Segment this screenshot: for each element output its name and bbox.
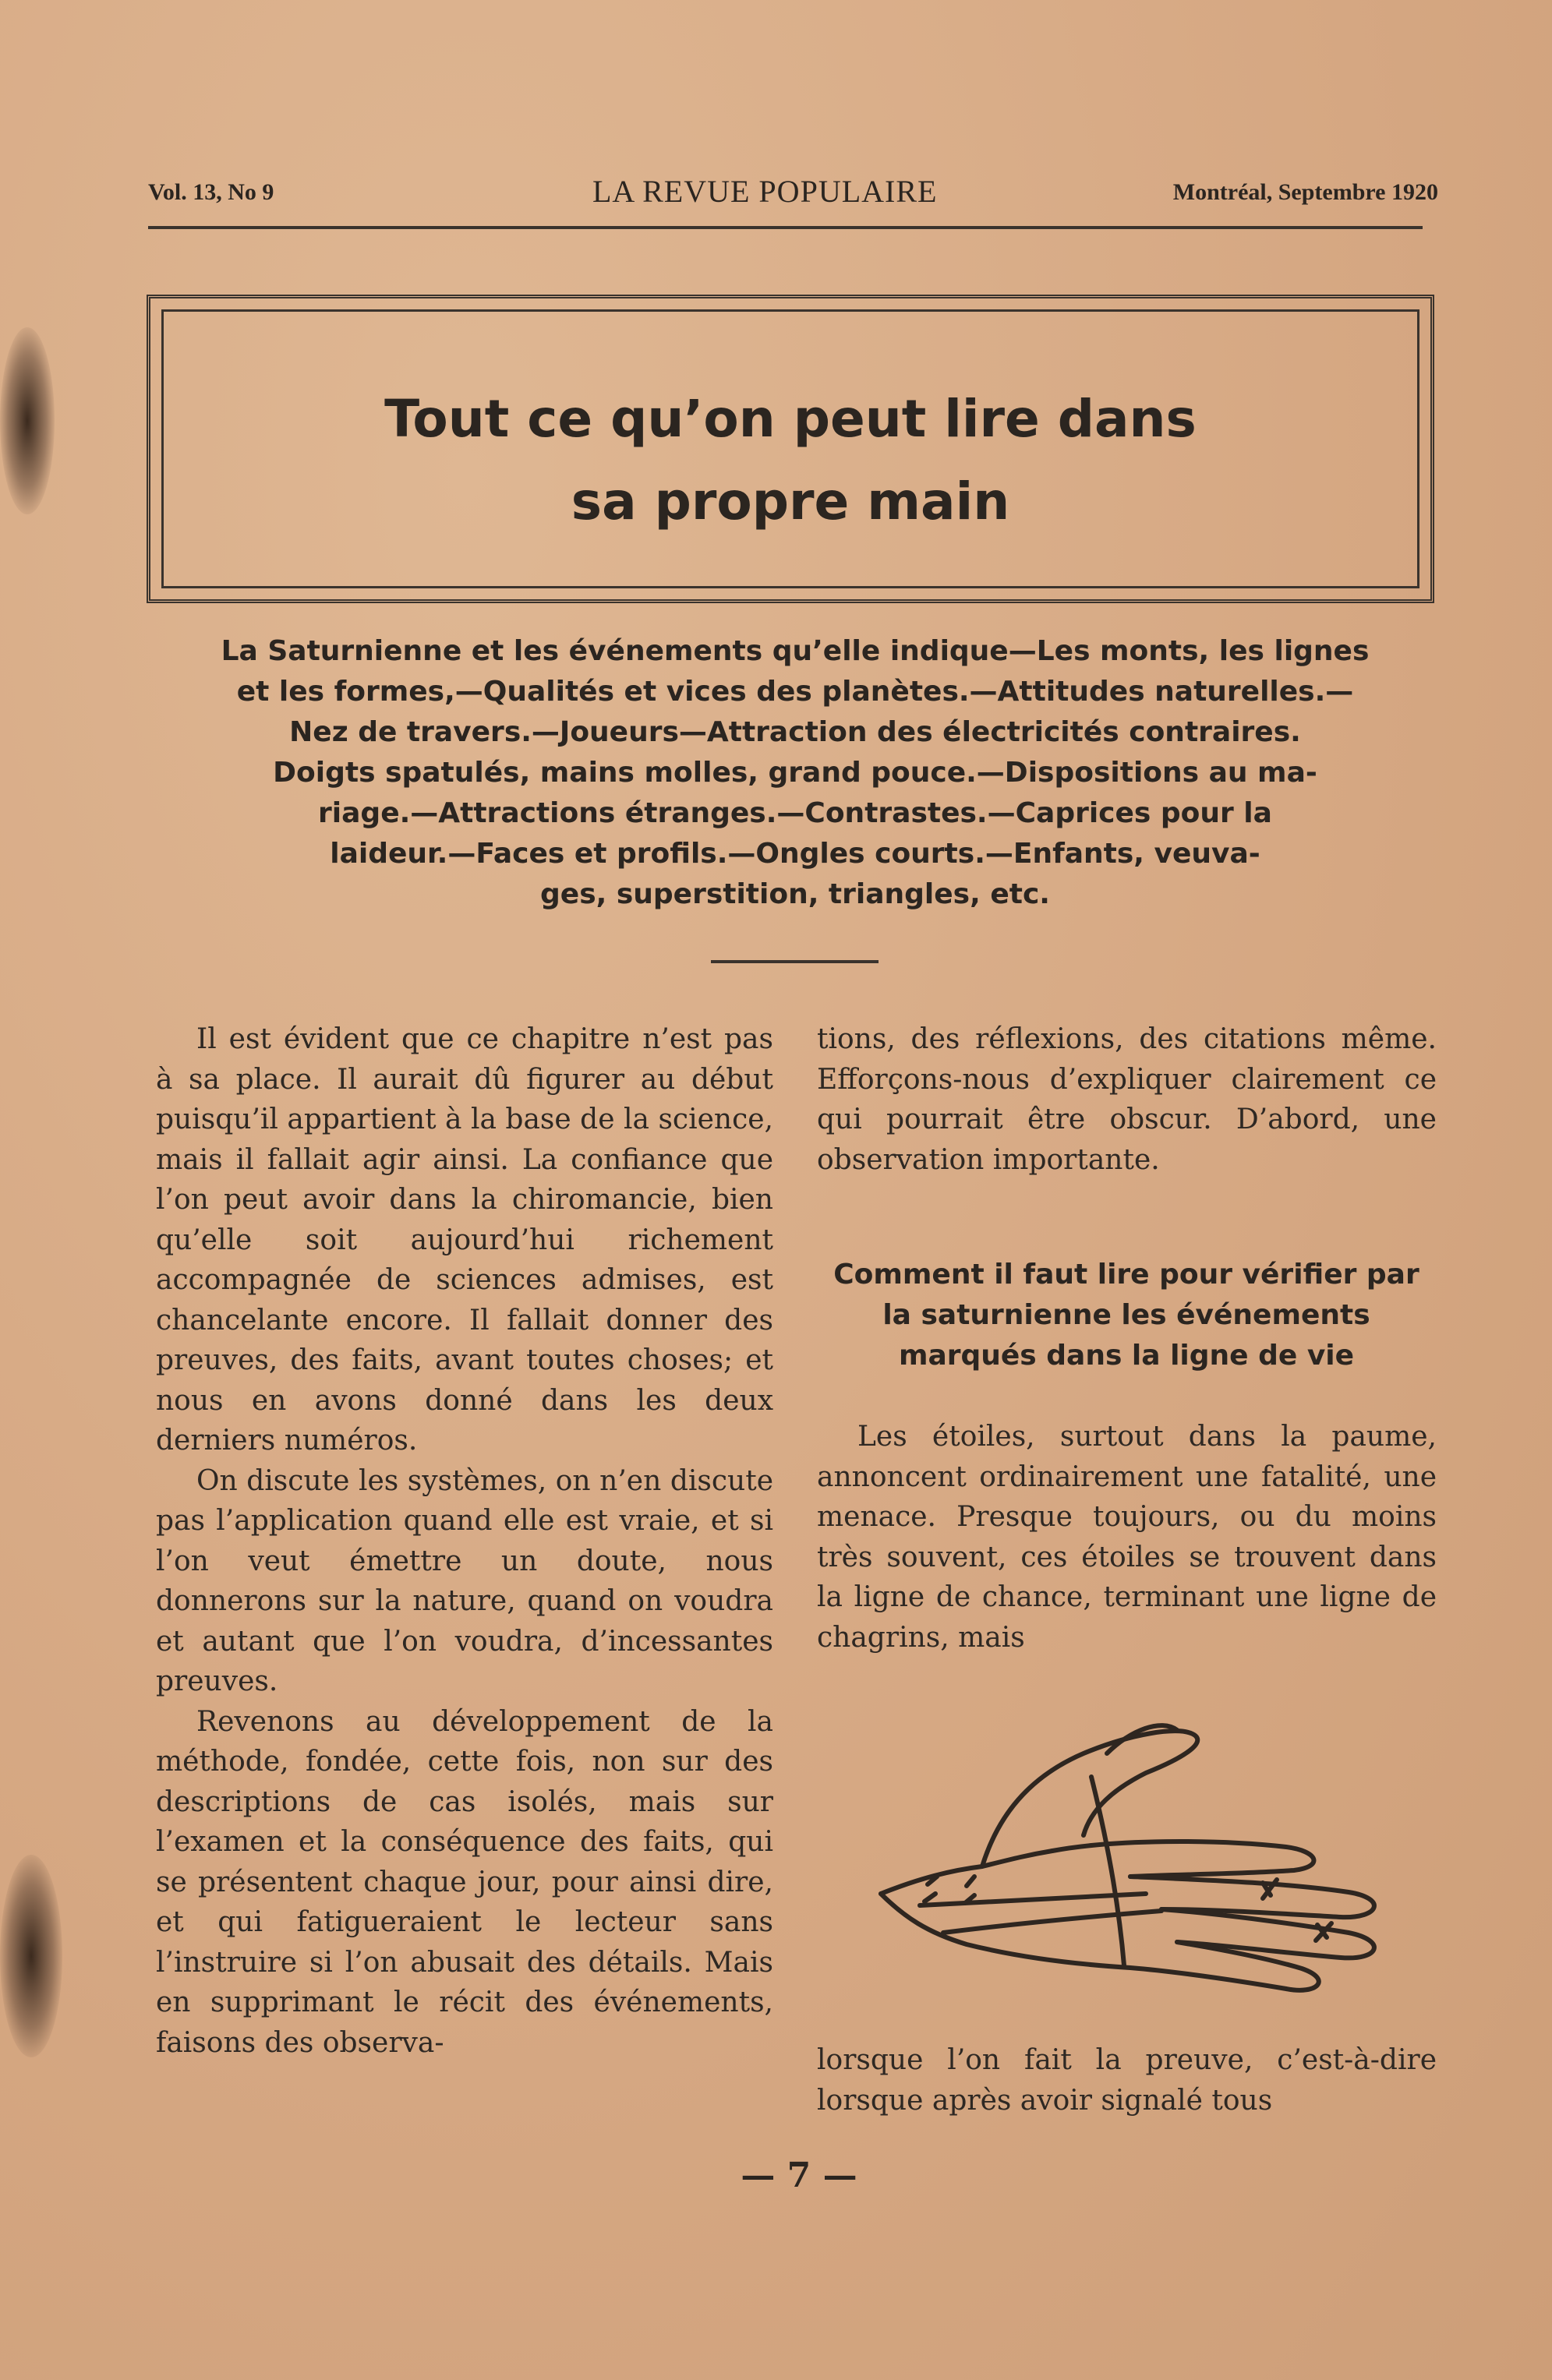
right-column-top bbox=[817, 1019, 1437, 1180]
page-number: — 7 — bbox=[741, 2156, 857, 2195]
right-column-bottom bbox=[817, 2040, 1437, 2120]
body-paragraph: Les étoiles, surtout dans la paume, annoncent ordinairement une fatalité, une menace. Presque toujours, ou du moins très souvent, ces étoiles se trouvent dans la ligne de chance, terminant une ligne de chagrins, mais bbox=[817, 1421, 1437, 1654]
subheading-line: la saturnienne les événements bbox=[882, 1299, 1370, 1331]
section-separator bbox=[711, 960, 879, 963]
title-line-2: sa propre main bbox=[571, 471, 1010, 531]
body-paragraph: tions, des réflexions, des citations même. Efforçons-nous d’expliquer clairement ce qui pourrait être obscur. D’abord, une observation importante. bbox=[817, 1023, 1437, 1176]
body-paragraph: lorsque l’on fait la preuve, c’est-à-dire lorsque après avoir signalé tous bbox=[817, 2044, 1437, 2117]
body-paragraph: On discute les systèmes, on n’en discute pas l’application quand elle est vraie, et si l’on veut émettre un doute, nous donnerons sur la nature, quand on voudra et autant que l’on voudra, d’incessantes preuves. bbox=[156, 1464, 773, 1697]
body-paragraph: Il est évident que ce chapitre n’est pas à sa place. Il aurait dû figurer au début puisqu’il appartient à la base de la science, mais il fallait agir ainsi. La confiance que l’on peut avoir dans la chiromancie, bien qu’elle soit aujourd’hui richement accompagnée de sciences admises, est chancelante encore. Il fallait donner des preuves, des faits, avant toutes choses; et nous en avons donné dans les deux derniers numéros. bbox=[156, 1023, 773, 1457]
body-paragraph: Revenons au développement de la méthode, fondée, cette fois, non sur des descriptions de cas isolés, mais sur l’examen et la conséquence des faits, qui se présentent chaque jour, pour ainsi dire, et qui fatigueraient le lecteur sans l’instruire si l’on abusait des détails. Mais en supprimant le récit des événements, faisons des observa- bbox=[156, 1705, 773, 2059]
summary-line: Doigts spatulés, mains molles, grand pouce.—Dispositions au ma- bbox=[273, 757, 1317, 789]
summary-line: et les formes,—Qualités et vices des planètes.—Attitudes naturelles.— bbox=[236, 676, 1354, 708]
section-subheading bbox=[811, 1255, 1442, 1376]
title-line-1: Tout ce qu’on peut lire dans bbox=[384, 389, 1197, 449]
subheading-line: Comment il faut lire pour vérifier par bbox=[833, 1259, 1419, 1291]
subheading-line: marqués dans la ligne de vie bbox=[898, 1340, 1355, 1372]
volume-number: Vol. 13, No 9 bbox=[148, 179, 274, 205]
hand-drawing-icon bbox=[850, 1699, 1411, 2011]
running-header bbox=[148, 173, 1438, 217]
place-date: Montréal, Septembre 1920 bbox=[1172, 179, 1438, 205]
publication-name: LA REVUE POPULAIRE bbox=[592, 174, 938, 209]
title-box bbox=[147, 295, 1434, 603]
header-rule bbox=[148, 226, 1423, 229]
summary-line: La Saturnienne et les événements qu’elle indique—Les monts, les lignes bbox=[221, 635, 1370, 667]
article-title bbox=[150, 378, 1430, 543]
ink-stain bbox=[0, 1855, 62, 2057]
article-summary bbox=[164, 631, 1426, 915]
summary-line: Nez de travers.—Joueurs—Attraction des électricités contraires. bbox=[289, 716, 1301, 748]
summary-line: laideur.—Faces et profils.—Ongles courts.—Enfants, veuva- bbox=[330, 838, 1260, 870]
summary-line: ges, superstition, triangles, etc. bbox=[540, 878, 1050, 910]
right-column-middle bbox=[817, 1417, 1437, 1658]
summary-line: riage.—Attractions étranges.—Contrastes.—Caprices pour la bbox=[318, 797, 1272, 829]
left-column bbox=[156, 1019, 773, 2063]
ink-stain bbox=[0, 327, 55, 514]
